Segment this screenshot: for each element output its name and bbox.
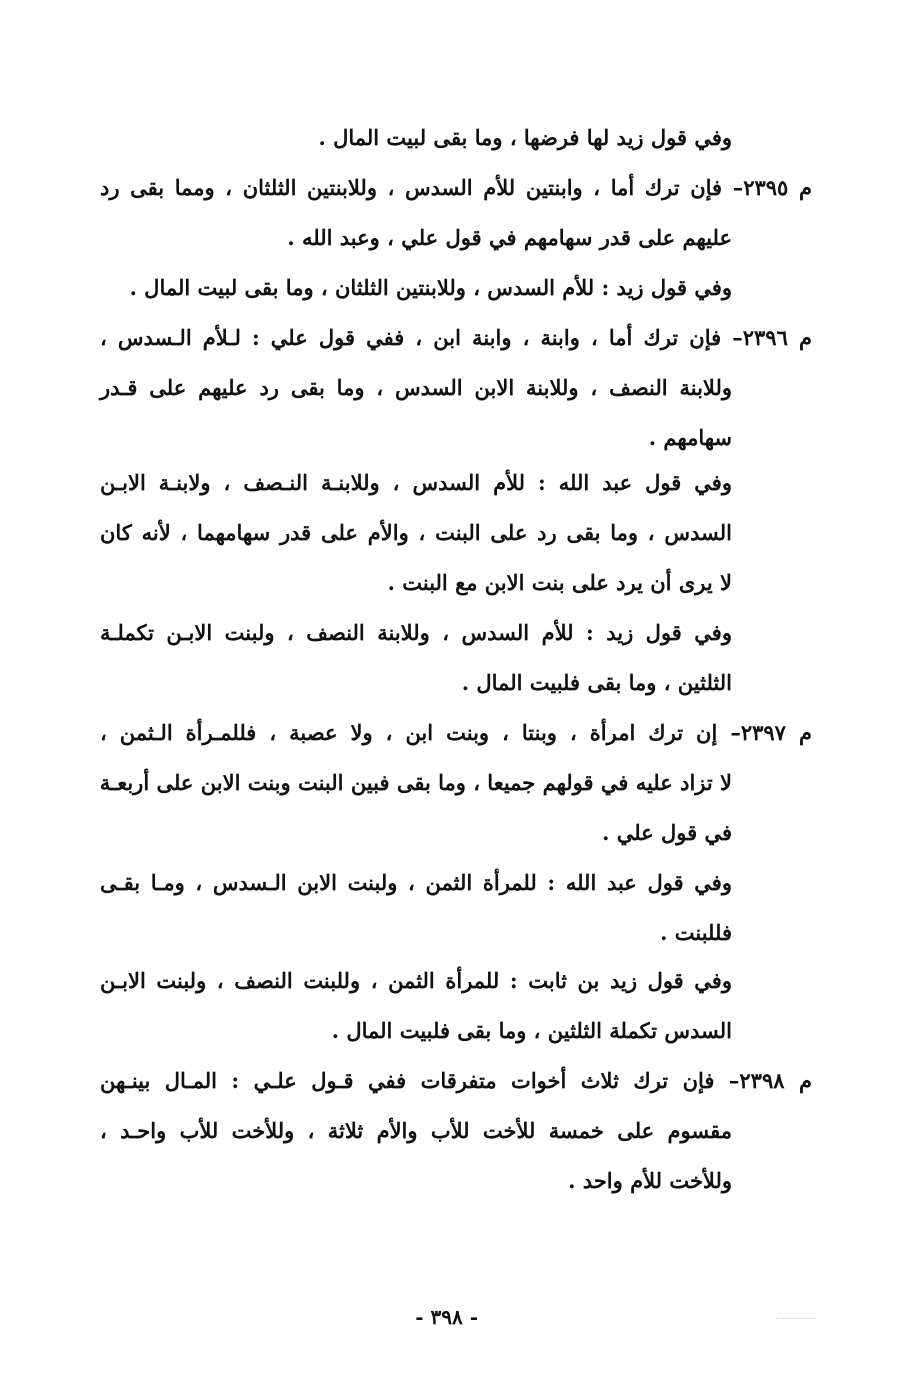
scan-artifact [776,1318,816,1322]
text-line: السدس ، وما بقى رد على البنت ، والأم على قدر سهامهما ، لأنه كان [100,520,732,545]
text-line: وفي قول عبد الله : للمرأة الثمن ، ولبنت الابن الـسدس ، ومـا بقـى [100,870,732,895]
text-line: الثلثين ، وما بقى فلبيت المال . [461,670,732,695]
text-line: فللبنت . [660,920,732,945]
text-line: وفي قول زيد بن ثابت : للمرأة الثمن ، وللبنت النصف ، ولبنت الابـن [100,968,732,993]
text-line: وفي قول زيد لها فرضها ، وما بقى لبيت المال . [318,125,732,150]
text-line: السدس تكملة الثلثين ، وما بقى فلبيت المال . [331,1018,732,1043]
entry-2395-line: م ٢٣٩٥– فإن ترك أما ، وابنتين للأم السدس ، وللابنتين الثلثان ، ومما بقى رد [100,175,812,200]
text-line: لا تزاد عليه في قولهم جميعا ، وما بقى فبين البنت وبنت الابن على أربعـة [99,770,732,795]
entry-2397-line: م ٢٣٩٧– إن ترك امرأة ، وبنتا ، وبنت ابن ، ولا عصبة ، فللمـرأة الـثمن ، [100,720,812,745]
text-line: عليهم على قدر سهامهم في قول علي ، وعبد الله . [287,225,732,250]
text-line: وفي قول زيد : للأم السدس ، وللابنتين الثلثان ، وما بقى لبيت المال . [129,275,732,300]
page-number: - ٣٩٨ - [415,1305,478,1329]
text-line: وللأخت للأم واحد . [568,1168,732,1193]
entry-2396-line: م ٢٣٩٦– فإن ترك أما ، وابنة ، وابنة ابن ، ففي قول علي : لـلأم الـسدس ، [100,325,812,350]
text-line: لا يرى أن يرد على بنت الابن مع البنت . [387,570,732,595]
text-line: وفي قول عبد الله : للأم السدس ، وللابنـة النـصف ، ولابنـة الابـن [100,470,732,495]
text-line: سهامهم . [648,425,732,450]
text-line: وفي قول زيد : للأم السدس ، وللابنة النصف ، ولبنت الابـن تكملـة [100,620,732,645]
text-line: في قول علي . [602,820,732,845]
text-line: وللابنة النصف ، وللابنة الابن السدس ، وما بقى رد عليهم على قـدر [100,375,732,400]
entry-2398-line: م ٢٣٩٨– فإن ترك ثلاث أخوات متفرقات ففي قـول علـي : المـال بينـهن [100,1068,812,1093]
text-line: مقسوم على خمسة للأخت للأب والأم ثلاثة ، وللأخت للأب واحـد ، [100,1118,732,1143]
